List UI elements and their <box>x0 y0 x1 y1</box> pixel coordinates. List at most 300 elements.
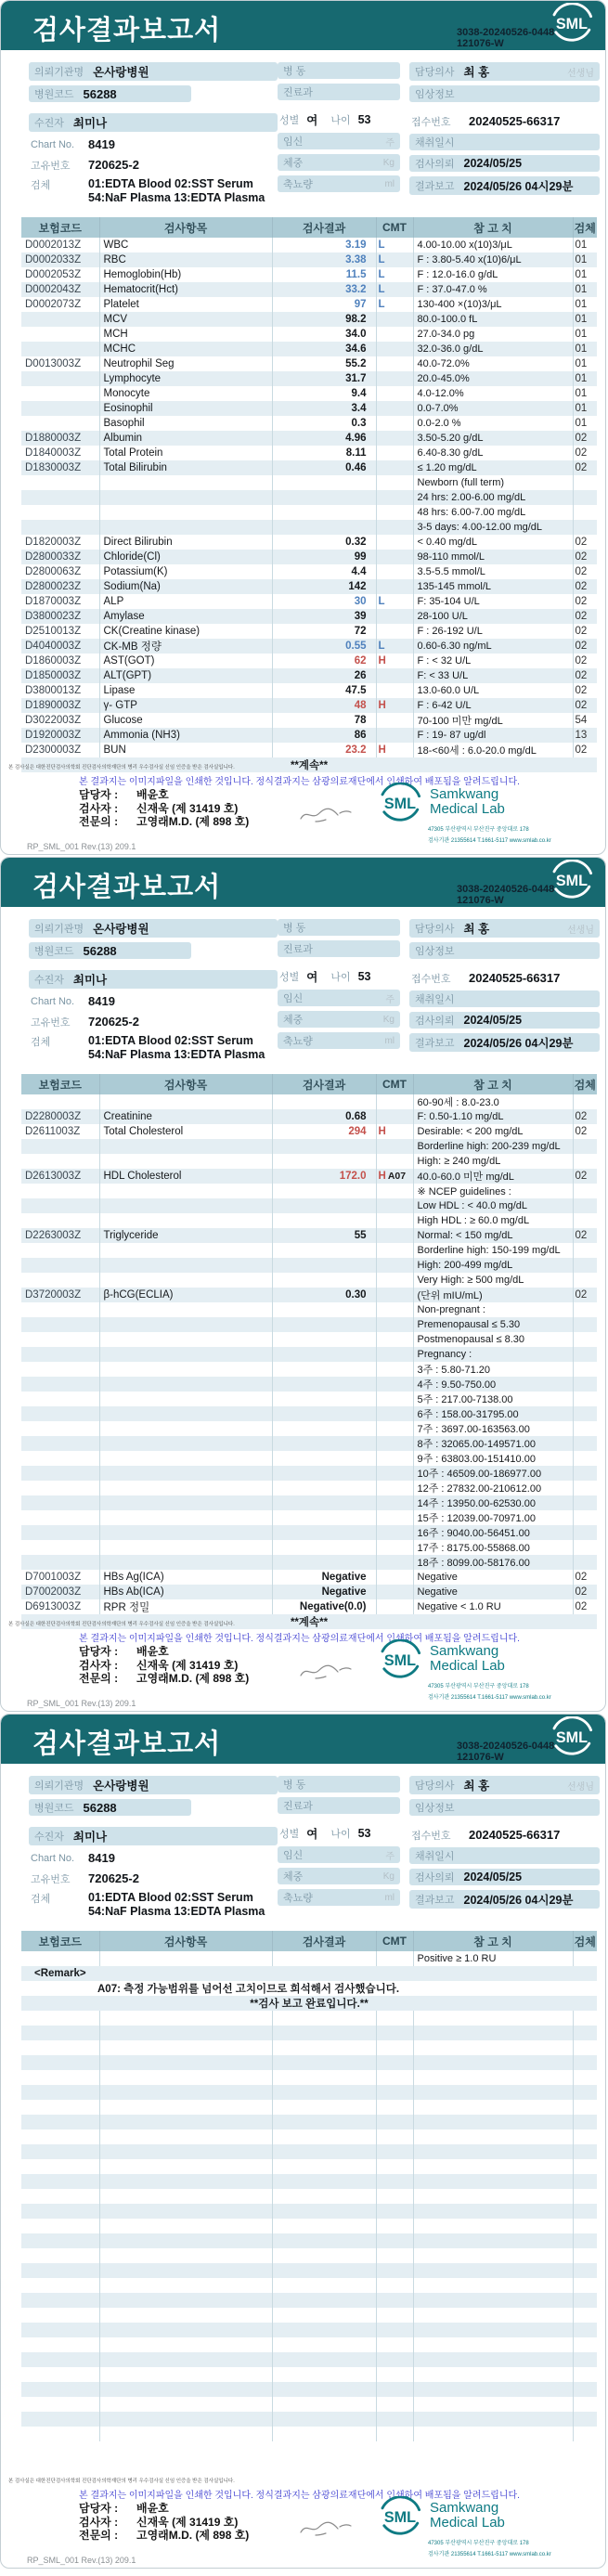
result-row <box>21 1451 597 1466</box>
field-report-date <box>409 1890 600 1909</box>
result-row <box>21 698 597 713</box>
cell-ref: < 0.40 mg/dL <box>413 535 573 550</box>
cell-result <box>272 1362 376 1377</box>
hospital-code-label: 병원코드 <box>34 1803 74 1814</box>
cell-cmt <box>376 1540 413 1555</box>
chart-no-label: Chart No. <box>31 138 75 150</box>
cell-code <box>21 475 99 490</box>
cell-ref: Negative < 1.0 RU <box>413 1599 573 1614</box>
cell-name <box>99 2219 272 2233</box>
examiner-label: 검사자 : <box>79 1658 119 1672</box>
cell-ref: Postmenopausal ≤ 8.30 <box>413 1332 573 1347</box>
receipt-no-value: 20240525-66317 <box>469 1828 561 1842</box>
empty-row <box>21 2382 597 2397</box>
cell-name: HDL Cholesterol <box>99 1169 272 1184</box>
cell-cmt <box>376 1228 413 1243</box>
cell-name: Creatinine <box>99 1109 272 1124</box>
field-chart-no <box>29 993 278 1009</box>
cell-ref <box>413 2323 573 2337</box>
cell-result <box>272 1392 376 1406</box>
cell-code <box>21 2293 99 2308</box>
uid-label: 고유번호 <box>31 1016 71 1029</box>
cell-code <box>21 1406 99 1421</box>
chart-no-value: 8419 <box>88 137 115 151</box>
hospital-code-label: 병원코드 <box>34 946 74 957</box>
cell-name <box>99 1094 272 1109</box>
cell-name: RBC <box>99 252 272 267</box>
result-row <box>21 252 597 267</box>
cell-result <box>272 1317 376 1332</box>
cell-ref <box>413 2352 573 2367</box>
cell-code: D2800023Z <box>25 581 82 592</box>
cell-code <box>21 1951 99 1966</box>
patient-info-col-right <box>409 62 600 210</box>
cell-result <box>272 2189 376 2204</box>
sml-logo-icon <box>374 783 424 822</box>
cell-name: ALT(GPT) <box>99 668 272 683</box>
cell-code <box>21 1154 99 1169</box>
request-date-value: 2024/05/25 <box>463 1871 523 1883</box>
cell-result <box>272 1510 376 1525</box>
cell-result <box>272 2382 376 2397</box>
cell-name <box>99 1481 272 1495</box>
specimen-label: 검체 <box>31 1037 51 1048</box>
lab-contact: 검사기관 21355614 T.1661-5117 www.smlab.co.kr <box>428 1695 551 1701</box>
receipt-no-label: 접수번호 <box>411 973 451 985</box>
cell-result <box>272 2248 376 2263</box>
cell-result: 72 <box>272 624 376 639</box>
cell-cmt <box>376 2337 413 2352</box>
cell-ref: 32.0-36.0 g/dL <box>413 342 573 356</box>
cell-result <box>272 2026 376 2040</box>
examiner-name: 신재욱 (제 31419 호) <box>136 801 239 815</box>
cell-name <box>99 2248 272 2263</box>
empty-row <box>21 2189 597 2204</box>
cell-name <box>99 1154 272 1169</box>
page-title: 검사결과보고서 <box>32 873 222 902</box>
cell-cmt <box>376 683 413 698</box>
cell-spec <box>573 2263 597 2278</box>
cell-result: 4.4 <box>272 564 376 579</box>
certification-line: 본 검사실은 대한진단검사의학회 진단검사의학재단의 병리 우수검사실 신임 인증을 받은 검사실입니다. <box>8 1622 235 1627</box>
cell-name <box>99 1436 272 1451</box>
urine-volume-label: 축뇨량 <box>283 1036 313 1047</box>
patient-info-col-left <box>29 919 278 1067</box>
cell-spec: 01 <box>573 252 597 267</box>
cell-cmt <box>376 1332 413 1347</box>
specialist-name: 고영래M.D. (제 898 호) <box>136 815 250 828</box>
cell-spec <box>573 1094 597 1109</box>
chart-no-label: Chart No. <box>31 1852 75 1864</box>
cell-ref <box>413 2055 573 2070</box>
cell-result: 0.55 <box>272 639 376 654</box>
cell-spec <box>573 2055 597 2070</box>
field-hospital-code <box>29 85 278 102</box>
cell-cmt <box>376 2144 413 2159</box>
empty-row <box>21 2397 597 2412</box>
result-row <box>21 327 597 342</box>
cell-spec <box>573 520 597 535</box>
signature-scribble <box>297 2518 356 2539</box>
result-row <box>21 1228 597 1243</box>
cell-code: D2611003Z <box>25 1126 81 1137</box>
cell-name <box>99 1302 272 1317</box>
lab-name-line2: Medical Lab <box>430 1658 505 1674</box>
field-urine-volume <box>278 1889 409 1906</box>
result-row <box>21 312 597 327</box>
doctor-suffix: 선생님 <box>567 68 594 79</box>
cell-code <box>21 1362 99 1377</box>
cell-result <box>272 475 376 490</box>
field-organization <box>29 919 278 938</box>
header-insurance-code: 보험코드 <box>21 1931 99 1951</box>
cell-code <box>21 2367 99 2382</box>
doc-code: RP_SML_001 Rev.(13) 209.1 <box>27 2556 136 2565</box>
cell-code <box>21 505 99 520</box>
patient-name-label: 수진자 <box>34 975 64 986</box>
cell-spec <box>573 1510 597 1525</box>
cell-result <box>272 520 376 535</box>
cell-result <box>272 2129 376 2144</box>
notice-line: 본 결과지는 이미지파일을 인쇄한 것입니다. 정식결과지는 삼광의료재단에서 인쇄하여 배포됨을 알려드립니다. <box>79 777 520 787</box>
cell-name: Platelet <box>99 297 272 312</box>
cell-name: CK-MB 정량 <box>99 639 272 654</box>
cell-spec <box>573 2115 597 2129</box>
cell-cmt <box>376 1258 413 1273</box>
cell-name <box>99 475 272 490</box>
cell-code <box>21 2382 99 2397</box>
specimen-line1: 01:EDTA Blood 02:SST Serum <box>88 177 253 190</box>
cell-cmt <box>376 1154 413 1169</box>
cell-spec <box>573 1466 597 1481</box>
cell-ref: 4.0-12.0% <box>413 386 573 401</box>
lab-name <box>430 1644 505 1674</box>
age-label: 나이 <box>330 1829 351 1840</box>
result-row <box>21 550 597 564</box>
cell-cmt <box>376 2129 413 2144</box>
result-row <box>21 1510 597 1525</box>
cell-result <box>272 1495 376 1510</box>
cell-ref: 15주 : 12039.00-70971.00 <box>413 1510 573 1525</box>
cell-ref <box>413 2040 573 2055</box>
field-receipt-no <box>409 1827 600 1843</box>
cell-result <box>272 2011 376 2026</box>
cell-ref: (단위 mIU/mL) <box>413 1288 573 1302</box>
result-row <box>21 1317 597 1332</box>
field-patient-name <box>29 113 278 132</box>
cell-ref <box>413 2100 573 2115</box>
svg-text:SML: SML <box>383 796 416 813</box>
examiner-label: 검사자 : <box>79 801 119 815</box>
empty-row <box>21 2263 597 2278</box>
result-row <box>21 1466 597 1481</box>
field-urine-volume <box>278 175 409 192</box>
cell-code: D2800063Z <box>25 566 82 577</box>
cell-result <box>272 1540 376 1555</box>
cell-name: Hematocrit(Hct) <box>99 282 272 297</box>
cell-cmt <box>376 312 413 327</box>
empty-row <box>21 2412 597 2427</box>
clinical-info-label: 임상정보 <box>415 89 455 100</box>
department-label: 진료과 <box>283 87 313 98</box>
result-row <box>21 297 597 312</box>
cell-name: Triglyceride <box>99 1228 272 1243</box>
empty-row <box>21 2011 597 2026</box>
result-row <box>21 1184 597 1198</box>
cell-cmt <box>376 342 413 356</box>
cell-spec <box>573 1362 597 1377</box>
cell-name <box>99 2233 272 2248</box>
header-insurance-code: 보험코드 <box>21 1074 99 1094</box>
cell-spec: 13 <box>573 728 597 743</box>
cell-ref: 135-145 mmol/L <box>413 579 573 594</box>
cell-cmt <box>376 238 413 252</box>
cell-code: D0002053Z <box>25 269 82 280</box>
field-organization <box>29 62 278 81</box>
specialist-name: 고영래M.D. (제 898 호) <box>136 2529 250 2542</box>
result-row <box>21 1481 597 1495</box>
result-row <box>21 1362 597 1377</box>
empty-row <box>21 2248 597 2263</box>
cell-spec: 02 <box>573 564 597 579</box>
field-weight <box>278 1868 409 1884</box>
cell-name <box>99 2100 272 2115</box>
cell-spec <box>573 1273 597 1288</box>
cell-cmt <box>376 2397 413 2412</box>
cell-spec <box>573 1555 597 1570</box>
cell-ref: F: 35-104 U/L <box>413 594 573 609</box>
cell-cmt <box>376 1288 413 1302</box>
cell-result <box>272 1466 376 1481</box>
cell-cmt <box>376 2026 413 2040</box>
cell-result <box>272 2174 376 2189</box>
field-department <box>278 84 409 100</box>
cell-spec: 02 <box>573 654 597 668</box>
cell-spec: 01 <box>573 238 597 252</box>
result-row <box>21 490 597 505</box>
cell-result <box>272 2352 376 2367</box>
result-row <box>21 1139 597 1154</box>
manager-name: 배윤호 <box>136 788 169 801</box>
clinical-info-label: 임상정보 <box>415 1803 455 1814</box>
cell-cmt <box>376 2278 413 2293</box>
cell-code <box>21 342 99 356</box>
urine-volume-label: 축뇨량 <box>283 1893 313 1904</box>
signature-scribble <box>297 805 356 825</box>
cell-spec: 01 <box>573 416 597 431</box>
result-row <box>21 1258 597 1273</box>
cell-result: 26 <box>272 668 376 683</box>
cell-result: 9.4 <box>272 386 376 401</box>
cell-cmt <box>376 2352 413 2367</box>
specialist-label: 전문의 : <box>79 815 119 828</box>
cell-ref: 3주 : 5.80-71.20 <box>413 1362 573 1377</box>
hospital-code-value: 56288 <box>83 86 117 101</box>
header-reference: 참 고 치 <box>413 217 573 238</box>
cell-code <box>21 2070 99 2085</box>
lab-name <box>430 2501 505 2531</box>
cell-cmt <box>376 1451 413 1466</box>
cell-ref: 130-400 ×(10)3/μL <box>413 297 573 312</box>
cell-ref <box>413 2115 573 2129</box>
urine-volume-unit: ml <box>384 1035 395 1046</box>
cell-code <box>21 2337 99 2352</box>
empty-row <box>21 2293 597 2308</box>
cell-result <box>272 1154 376 1169</box>
cell-ref <box>413 2129 573 2144</box>
cell-result: 3.4 <box>272 401 376 416</box>
cell-spec: 02 <box>573 1109 597 1124</box>
cell-spec <box>573 1392 597 1406</box>
cell-spec <box>573 1258 597 1273</box>
cell-cmt <box>376 728 413 743</box>
cell-result: 142 <box>272 579 376 594</box>
notice-line: 본 결과지는 이미지파일을 인쇄한 것입니다. 정식결과지는 삼광의료재단에서 인쇄하여 배포됨을 알려드립니다. <box>79 2491 520 2501</box>
cell-ref <box>413 2189 573 2204</box>
cell-result <box>272 2100 376 2115</box>
manager-name: 배윤호 <box>136 2502 169 2515</box>
field-receipt-no <box>409 970 600 986</box>
cell-result: 31.7 <box>272 371 376 386</box>
cell-cmt <box>376 2100 413 2115</box>
specimen-line1: 01:EDTA Blood 02:SST Serum <box>88 1891 253 1904</box>
field-ward <box>278 919 409 936</box>
result-row <box>21 505 597 520</box>
svg-text:SML: SML <box>555 16 588 33</box>
specimen-line2: 54:NaF Plasma 13:EDTA Plasma <box>88 1048 265 1061</box>
flag-L: L <box>378 239 385 251</box>
cell-ref: 3-5 days: 4.00-12.00 mg/dL <box>413 520 573 535</box>
cell-ref: 24 hrs: 2.00-6.00 mg/dL <box>413 490 573 505</box>
cell-ref: 28-100 U/L <box>413 609 573 624</box>
receipt-no-label: 접수번호 <box>411 116 451 128</box>
header-test-item: 검사항목 <box>99 1931 272 1951</box>
field-pregnancy <box>278 990 409 1006</box>
cell-code: D1870003Z <box>25 596 82 607</box>
result-row <box>21 1347 597 1362</box>
cell-code: D1890003Z <box>25 700 82 711</box>
empty-row <box>21 2026 597 2040</box>
cell-result <box>272 2323 376 2337</box>
result-row <box>21 1124 597 1139</box>
flag-H: H <box>378 700 386 711</box>
cell-cmt <box>376 2055 413 2070</box>
cell-ref: F : 3.80-5.40 x(10)6/μL <box>413 252 573 267</box>
lab-name-line1: Samkwang <box>430 786 499 802</box>
result-row <box>21 1555 597 1570</box>
cell-name <box>99 1184 272 1198</box>
cell-result <box>272 2293 376 2308</box>
result-row <box>21 446 597 460</box>
page-title: 검사결과보고서 <box>32 16 222 45</box>
uid-value: 720625-2 <box>88 1015 139 1029</box>
cell-cmt <box>376 356 413 371</box>
cell-cmt <box>376 2219 413 2233</box>
cell-spec <box>573 2040 597 2055</box>
cell-result <box>272 1451 376 1466</box>
cell-code: D2510013Z <box>25 626 82 637</box>
manager-label: 담당자 : <box>79 1645 119 1658</box>
request-date-label: 검사의뢰 <box>415 1016 455 1027</box>
result-row <box>21 401 597 416</box>
cell-code: D0013003Z <box>25 358 82 369</box>
results-table-body <box>21 1094 597 1629</box>
cell-ref <box>413 2412 573 2427</box>
cell-name: HBs Ag(ICA) <box>99 1570 272 1585</box>
hospital-code-value: 56288 <box>83 1800 117 1815</box>
result-row <box>21 1169 597 1184</box>
cell-ref <box>413 2174 573 2189</box>
sex-value: 여 <box>306 114 318 127</box>
field-doctor <box>409 1776 600 1794</box>
cell-ref: High: 200-499 mg/dL <box>413 1258 573 1273</box>
field-doctor <box>409 62 600 81</box>
cell-name: Lymphocyte <box>99 371 272 386</box>
cell-name <box>99 2055 272 2070</box>
hospital-code-label: 병원코드 <box>34 89 74 100</box>
doctor-label: 담당의사 <box>415 924 455 935</box>
result-row <box>21 1599 597 1614</box>
cell-code <box>21 2011 99 2026</box>
cell-spec: 02 <box>573 431 597 446</box>
cell-ref: Positive ≥ 1.0 RU <box>413 1951 573 1966</box>
organization-value: 온사랑병원 <box>93 66 149 79</box>
cell-spec <box>573 2367 597 2382</box>
cell-result: 47.5 <box>272 683 376 698</box>
cell-name <box>99 1495 272 1510</box>
report-number-line2: 121076-W <box>457 894 504 906</box>
field-chart-no <box>29 136 278 152</box>
cell-spec <box>573 2189 597 2204</box>
flag-L: L <box>378 254 385 265</box>
result-row <box>21 1436 597 1451</box>
flag-L: L <box>378 641 385 652</box>
cell-ref: ※ NCEP guidelines : <box>413 1184 573 1198</box>
result-row <box>21 238 597 252</box>
header-cmt: CMT <box>376 1074 413 1094</box>
cell-cmt <box>376 1495 413 1510</box>
cell-spec <box>573 2070 597 2085</box>
staff-block <box>79 1643 605 1701</box>
cell-cmt <box>376 1169 413 1184</box>
cell-name <box>99 1213 272 1228</box>
doc-code: RP_SML_001 Rev.(13) 209.1 <box>27 1699 136 1708</box>
cell-cmt <box>376 1392 413 1406</box>
cell-code <box>21 1495 99 1510</box>
cell-cmt <box>376 2040 413 2055</box>
cell-spec: 02 <box>573 683 597 698</box>
cell-cmt <box>376 297 413 312</box>
patient-info <box>1 50 605 215</box>
cell-result <box>272 1258 376 1273</box>
age-label: 나이 <box>330 972 351 983</box>
cell-code <box>21 1347 99 1362</box>
cell-code <box>21 2115 99 2129</box>
cell-spec <box>573 505 597 520</box>
cell-spec <box>573 2204 597 2219</box>
cell-name <box>99 2144 272 2159</box>
empty-row <box>21 2159 597 2174</box>
cell-code <box>21 1436 99 1451</box>
cell-cmt <box>376 401 413 416</box>
header-test-item: 검사항목 <box>99 1074 272 1094</box>
cell-code <box>21 1273 99 1288</box>
patient-name-label: 수진자 <box>34 1832 64 1843</box>
cell-spec <box>573 1302 597 1317</box>
result-row <box>21 683 597 698</box>
result-row <box>21 609 597 624</box>
results-table-body <box>21 1951 597 2441</box>
